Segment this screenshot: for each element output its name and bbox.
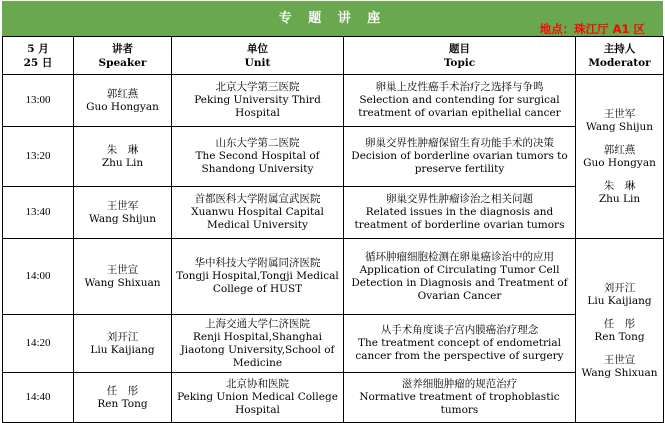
speaker-cell: 郭红燕 Guo Hongyan bbox=[74, 75, 172, 127]
table-row bbox=[3, 127, 664, 187]
table-row bbox=[3, 373, 664, 423]
speaker-cell: 王世军 Wang Shijun bbox=[74, 187, 172, 239]
time-cell: 14:20 bbox=[3, 315, 74, 373]
moderator-cell-1 bbox=[576, 75, 664, 239]
speaker-cell: 朱 琳 Zhu Lin bbox=[74, 127, 172, 187]
moderator: 王世军 Wang Shijun bbox=[585, 107, 654, 133]
moderator: 刘开江 Liu Kaijiang bbox=[587, 281, 652, 307]
header-row bbox=[3, 37, 664, 75]
header-date: 5 月 25 日 bbox=[3, 37, 74, 75]
topic-cell: 从手术角度谈子宫内膜癌治疗理念 The treatment concept of endometrial cancer from the perspective of surgery bbox=[344, 315, 576, 373]
header-speaker: 讲者 Speaker bbox=[74, 37, 172, 75]
topic-cell: 卵巢交界性肿瘤诊治之相关问题 Related issues in the diagnosis and treatment of borderline ovarian tumors bbox=[344, 187, 576, 239]
session-title: 专 题 讲 座 bbox=[278, 11, 387, 26]
unit-cell: 首都医科大学附属宣武医院 Xuanwu Hospital Capital Medical University bbox=[172, 187, 344, 239]
table-row bbox=[3, 239, 664, 315]
time-cell: 13:20 bbox=[3, 127, 74, 187]
header-moderator: 主持人 Moderator bbox=[576, 37, 664, 75]
location-label: 地点：珠江厅 A1 区 bbox=[539, 22, 645, 36]
time-cell: 14:00 bbox=[3, 239, 74, 315]
topic-cell: 滋养细胞肿瘤的规范治疗 Normative treatment of trophoblastic tumors bbox=[344, 373, 576, 423]
moderator: 朱 琳 Zhu Lin bbox=[598, 179, 641, 205]
speaker-cell: 刘开江 Liu Kaijiang bbox=[74, 315, 172, 373]
topic-cell: 循环肿瘤细胞检测在卵巢癌诊治中的应用 Application of Circulating Tumor Cell Detection in Diagnosis and Treatment of Ovarian Cancer bbox=[344, 239, 576, 315]
unit-cell: 山东大学第二医院 The Second Hospital of Shandong University bbox=[172, 127, 344, 187]
table-row bbox=[3, 315, 664, 373]
topic-cell: 卵巢交界性肿瘤保留生育功能手术的决策 Decision of borderline ovarian tumors to preserve fertility bbox=[344, 127, 576, 187]
topic-cell: 卵巢上皮性癌手术治疗之选择与争鸣 Selection and contending for surgical treatment of ovarian epithelial cancer bbox=[344, 75, 576, 127]
header-unit: 单位 Unit bbox=[172, 37, 344, 75]
title-bar bbox=[2, 1, 663, 36]
moderator: 任 彤 Ren Tong bbox=[594, 317, 645, 343]
time-cell: 13:00 bbox=[3, 75, 74, 127]
unit-cell: 北京协和医院 Peking Union Medical College Hospital bbox=[172, 373, 344, 423]
table-row bbox=[3, 75, 664, 127]
schedule bbox=[2, 1, 663, 423]
time-cell: 14:40 bbox=[3, 373, 74, 423]
moderator: 郭红燕 Guo Hongyan bbox=[583, 143, 656, 169]
unit-cell: 北京大学第三医院 Peking University Third Hospital bbox=[172, 75, 344, 127]
speaker-cell: 任 彤 Ren Tong bbox=[74, 373, 172, 423]
time-cell: 13:40 bbox=[3, 187, 74, 239]
unit-cell: 上海交通大学仁济医院 Renji Hospital,Shanghai Jiaotong University,School of Medicine bbox=[172, 315, 344, 373]
speaker-cell: 王世宣 Wang Shixuan bbox=[74, 239, 172, 315]
unit-cell: 华中科技大学附属同济医院 Tongji Hospital,Tongji Medical College of HUST bbox=[172, 239, 344, 315]
schedule-table bbox=[2, 36, 664, 423]
moderator-cell-2 bbox=[576, 239, 664, 423]
header-topic: 题目 Topic bbox=[344, 37, 576, 75]
table-row bbox=[3, 187, 664, 239]
moderator: 王世宣 Wang Shixuan bbox=[581, 353, 658, 379]
